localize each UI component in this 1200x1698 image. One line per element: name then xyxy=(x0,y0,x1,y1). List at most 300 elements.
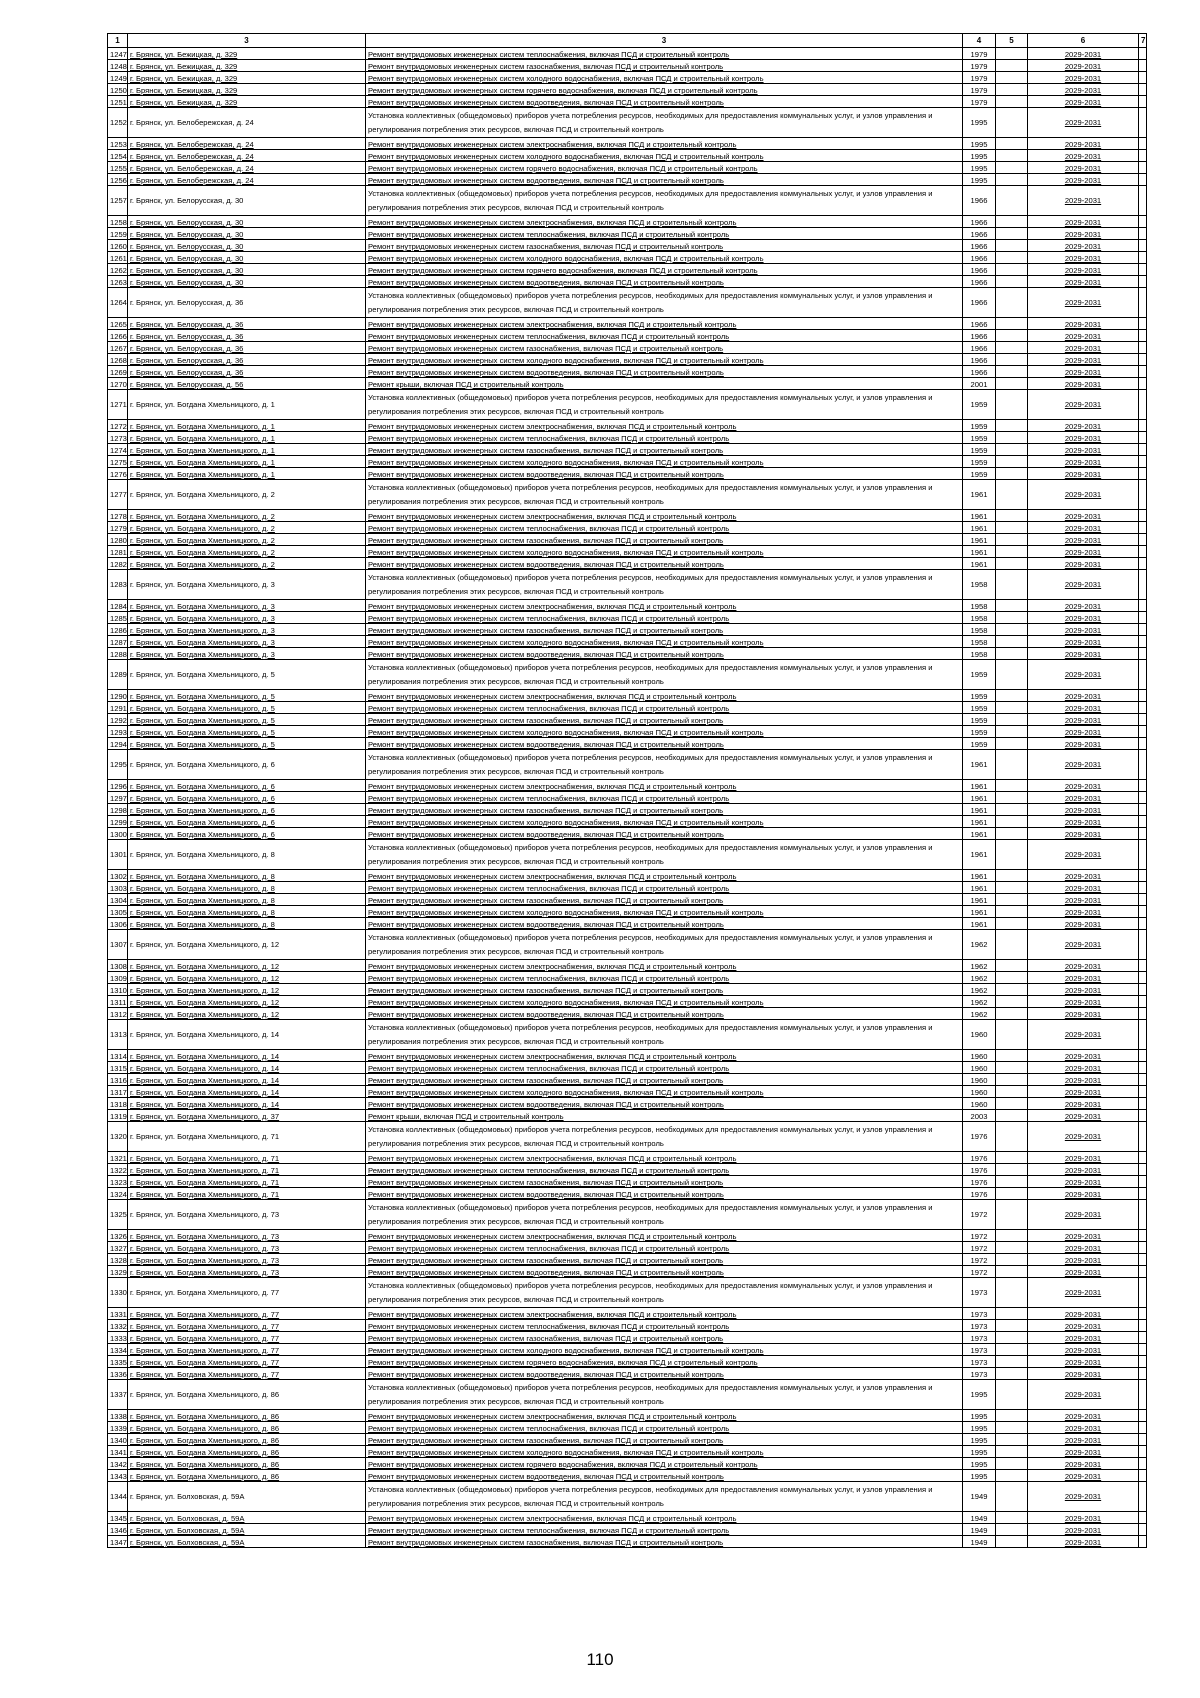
year-cell: 1961 xyxy=(963,816,996,828)
address-cell: г. Брянск, ул. Богдана Хмельницкого, д. 77 xyxy=(128,1278,366,1308)
work-type-cell: Ремонт внутридомовых инженерных систем холодного водоснабжения, включая ПСД и строительный контроль xyxy=(366,726,963,738)
work-type-cell: Ремонт внутридомовых инженерных систем теплоснабжения, включая ПСД и строительный контроль xyxy=(366,228,963,240)
year-cell: 1995 xyxy=(963,1470,996,1482)
column-5-cell xyxy=(996,726,1028,738)
address-cell: г. Брянск, ул. Богдана Хмельницкого, д. 73 xyxy=(128,1254,366,1266)
row-number: 1304 xyxy=(108,894,128,906)
table-row xyxy=(108,216,1147,228)
work-type-cell: Ремонт внутридомовых инженерных систем холодного водоснабжения, включая ПСД и строительный контроль xyxy=(366,816,963,828)
work-type-cell: Установка коллективных (общедомовых) приборов учета потребления ресурсов, необходимых для предоставления коммунальных услуг, и узлов управления и регулирования потребления этих ресурсов, включая ПСД и строительный контроль xyxy=(366,660,963,690)
address-cell: г. Брянск, ул. Богдана Хмельницкого, д. 14 xyxy=(128,1086,366,1098)
column-5-cell xyxy=(996,930,1028,960)
address-cell: г. Брянск, ул. Богдана Хмельницкого, д. 5 xyxy=(128,714,366,726)
row-number: 1302 xyxy=(108,870,128,882)
column-7-cell xyxy=(1139,108,1147,138)
address-cell: г. Брянск, ул. Богдана Хмельницкого, д. 3 xyxy=(128,612,366,624)
address-cell: г. Брянск, ул. Белобережская, д. 24 xyxy=(128,138,366,150)
year-cell: 1959 xyxy=(963,444,996,456)
row-number: 1262 xyxy=(108,264,128,276)
column-7-cell xyxy=(1139,264,1147,276)
period-cell: 2029-2031 xyxy=(1028,1266,1139,1278)
work-type-cell: Ремонт внутридомовых инженерных систем водоотведения, включая ПСД и строительный контроль xyxy=(366,648,963,660)
work-type-cell: Ремонт внутридомовых инженерных систем горячего водоснабжения, включая ПСД и строительный контроль xyxy=(366,1356,963,1368)
column-7-cell xyxy=(1139,1110,1147,1122)
address-cell: г. Брянск, ул. Богдана Хмельницкого, д. 5 xyxy=(128,738,366,750)
work-type-cell: Установка коллективных (общедомовых) приборов учета потребления ресурсов, необходимых для предоставления коммунальных услуг, и узлов управления и регулирования потребления этих ресурсов, включая ПСД и строительный контроль xyxy=(366,1200,963,1230)
table-row xyxy=(108,1332,1147,1344)
year-cell: 1995 xyxy=(963,1410,996,1422)
address-cell: г. Брянск, ул. Белобережская, д. 24 xyxy=(128,174,366,186)
period-cell: 2029-2031 xyxy=(1028,480,1139,510)
year-cell: 1959 xyxy=(963,420,996,432)
column-7-cell xyxy=(1139,648,1147,660)
period-cell: 2029-2031 xyxy=(1028,366,1139,378)
address-cell: г. Брянск, ул. Белорусская, д. 30 xyxy=(128,228,366,240)
period-cell: 2029-2031 xyxy=(1028,60,1139,72)
table-row xyxy=(108,1200,1147,1230)
table-row xyxy=(108,342,1147,354)
address-cell: г. Брянск, ул. Богдана Хмельницкого, д. 73 xyxy=(128,1266,366,1278)
work-type-cell: Установка коллективных (общедомовых) приборов учета потребления ресурсов, необходимых для предоставления коммунальных услуг, и узлов управления и регулирования потребления этих ресурсов, включая ПСД и строительный контроль xyxy=(366,1482,963,1512)
table-row xyxy=(108,840,1147,870)
column-5-cell xyxy=(996,186,1028,216)
year-cell: 1958 xyxy=(963,600,996,612)
column-5-cell xyxy=(996,1020,1028,1050)
column-5-cell xyxy=(996,456,1028,468)
column-5-cell xyxy=(996,60,1028,72)
table-row xyxy=(108,894,1147,906)
period-cell: 2029-2031 xyxy=(1028,1020,1139,1050)
work-type-cell: Ремонт внутридомовых инженерных систем газоснабжения, включая ПСД и строительный контроль xyxy=(366,1536,963,1548)
column-5-cell xyxy=(996,432,1028,444)
year-cell: 1966 xyxy=(963,252,996,264)
column-5-cell xyxy=(996,738,1028,750)
column-5-cell xyxy=(996,996,1028,1008)
period-cell: 2029-2031 xyxy=(1028,570,1139,600)
period-cell: 2029-2031 xyxy=(1028,546,1139,558)
address-cell: г. Брянск, ул. Белорусская, д. 30 xyxy=(128,264,366,276)
column-5-cell xyxy=(996,660,1028,690)
column-5-cell xyxy=(996,216,1028,228)
address-cell: г. Брянск, ул. Богдана Хмельницкого, д. 6 xyxy=(128,816,366,828)
work-type-cell: Ремонт внутридомовых инженерных систем газоснабжения, включая ПСД и строительный контроль xyxy=(366,804,963,816)
period-cell: 2029-2031 xyxy=(1028,1122,1139,1152)
table-body xyxy=(108,48,1147,1548)
row-number: 1285 xyxy=(108,612,128,624)
work-type-cell: Ремонт внутридомовых инженерных систем холодного водоснабжения, включая ПСД и строительный контроль xyxy=(366,1446,963,1458)
period-cell: 2029-2031 xyxy=(1028,162,1139,174)
column-5-cell xyxy=(996,108,1028,138)
period-cell: 2029-2031 xyxy=(1028,288,1139,318)
period-cell: 2029-2031 xyxy=(1028,72,1139,84)
year-cell: 1962 xyxy=(963,960,996,972)
table-row xyxy=(108,1446,1147,1458)
work-type-cell: Ремонт внутридомовых инженерных систем теплоснабжения, включая ПСД и строительный контроль xyxy=(366,1422,963,1434)
table-row xyxy=(108,264,1147,276)
period-cell: 2029-2031 xyxy=(1028,1188,1139,1200)
row-number: 1275 xyxy=(108,456,128,468)
address-cell: г. Брянск, ул. Богдана Хмельницкого, д. 2 xyxy=(128,510,366,522)
period-cell: 2029-2031 xyxy=(1028,1074,1139,1086)
year-cell: 1949 xyxy=(963,1512,996,1524)
column-5-cell xyxy=(996,1434,1028,1446)
address-cell: г. Брянск, ул. Богдана Хмельницкого, д. 8 xyxy=(128,870,366,882)
row-number: 1322 xyxy=(108,1164,128,1176)
year-cell: 1995 xyxy=(963,1458,996,1470)
row-number: 1315 xyxy=(108,1062,128,1074)
year-cell: 1966 xyxy=(963,186,996,216)
column-5-cell xyxy=(996,276,1028,288)
year-cell: 1995 xyxy=(963,1434,996,1446)
year-cell: 1976 xyxy=(963,1164,996,1176)
period-cell: 2029-2031 xyxy=(1028,378,1139,390)
column-5-cell xyxy=(996,750,1028,780)
work-type-cell: Ремонт внутридомовых инженерных систем водоотведения, включая ПСД и строительный контроль xyxy=(366,468,963,480)
year-cell: 1966 xyxy=(963,276,996,288)
table-row xyxy=(108,174,1147,186)
period-cell: 2029-2031 xyxy=(1028,624,1139,636)
table-row xyxy=(108,72,1147,84)
row-number: 1287 xyxy=(108,636,128,648)
table-row xyxy=(108,1062,1147,1074)
work-type-cell: Установка коллективных (общедомовых) приборов учета потребления ресурсов, необходимых для предоставления коммунальных услуг, и узлов управления и регулирования потребления этих ресурсов, включая ПСД и строительный контроль xyxy=(366,930,963,960)
period-cell: 2029-2031 xyxy=(1028,636,1139,648)
work-type-cell: Ремонт крыши, включая ПСД и строительный контроль xyxy=(366,378,963,390)
column-5-cell xyxy=(996,1200,1028,1230)
table-row xyxy=(108,330,1147,342)
address-cell: г. Брянск, ул. Богдана Хмельницкого, д. 86 xyxy=(128,1434,366,1446)
column-7-cell xyxy=(1139,558,1147,570)
address-cell: г. Брянск, ул. Богдана Хмельницкого, д. 12 xyxy=(128,1008,366,1020)
table-row xyxy=(108,60,1147,72)
column-5-cell xyxy=(996,1512,1028,1524)
address-cell: г. Брянск, ул. Белобережская, д. 24 xyxy=(128,150,366,162)
work-type-cell: Ремонт внутридомовых инженерных систем холодного водоснабжения, включая ПСД и строительный контроль xyxy=(366,72,963,84)
table-row xyxy=(108,1524,1147,1536)
table-row xyxy=(108,612,1147,624)
column-5-cell xyxy=(996,318,1028,330)
table-row xyxy=(108,816,1147,828)
period-cell: 2029-2031 xyxy=(1028,330,1139,342)
period-cell: 2029-2031 xyxy=(1028,1524,1139,1536)
column-5-cell xyxy=(996,138,1028,150)
column-7-cell xyxy=(1139,174,1147,186)
column-7-cell xyxy=(1139,1098,1147,1110)
work-type-cell: Установка коллективных (общедомовых) приборов учета потребления ресурсов, необходимых для предоставления коммунальных услуг, и узлов управления и регулирования потребления этих ресурсов, включая ПСД и строительный контроль xyxy=(366,840,963,870)
year-cell: 1976 xyxy=(963,1176,996,1188)
column-7-cell xyxy=(1139,480,1147,510)
column-5-cell xyxy=(996,1278,1028,1308)
year-cell: 1961 xyxy=(963,906,996,918)
row-number: 1314 xyxy=(108,1050,128,1062)
column-7-cell xyxy=(1139,1524,1147,1536)
column-7-cell xyxy=(1139,138,1147,150)
period-cell: 2029-2031 xyxy=(1028,648,1139,660)
work-type-cell: Ремонт внутридомовых инженерных систем теплоснабжения, включая ПСД и строительный контроль xyxy=(366,48,963,60)
period-cell: 2029-2031 xyxy=(1028,1152,1139,1164)
period-cell: 2029-2031 xyxy=(1028,1242,1139,1254)
column-5-cell xyxy=(996,1380,1028,1410)
column-5-cell xyxy=(996,792,1028,804)
year-cell: 1973 xyxy=(963,1344,996,1356)
table-row xyxy=(108,1050,1147,1062)
year-cell: 1962 xyxy=(963,984,996,996)
year-cell: 1959 xyxy=(963,714,996,726)
year-cell: 1959 xyxy=(963,738,996,750)
column-7-cell xyxy=(1139,1062,1147,1074)
table-row xyxy=(108,1254,1147,1266)
header-col-3: 3 xyxy=(366,34,963,48)
column-7-cell xyxy=(1139,1242,1147,1254)
table-row xyxy=(108,750,1147,780)
work-type-cell: Ремонт внутридомовых инженерных систем газоснабжения, включая ПСД и строительный контроль xyxy=(366,984,963,996)
column-7-cell xyxy=(1139,522,1147,534)
address-cell: г. Брянск, ул. Богдана Хмельницкого, д. 8 xyxy=(128,882,366,894)
period-cell: 2029-2031 xyxy=(1028,1164,1139,1176)
row-number: 1313 xyxy=(108,1020,128,1050)
period-cell: 2029-2031 xyxy=(1028,702,1139,714)
work-type-cell: Ремонт внутридомовых инженерных систем холодного водоснабжения, включая ПСД и строительный контроль xyxy=(366,546,963,558)
address-cell: г. Брянск, ул. Богдана Хмельницкого, д. 2 xyxy=(128,534,366,546)
year-cell: 1961 xyxy=(963,480,996,510)
work-type-cell: Ремонт внутридомовых инженерных систем газоснабжения, включая ПСД и строительный контроль xyxy=(366,342,963,354)
period-cell: 2029-2031 xyxy=(1028,96,1139,108)
column-7-cell xyxy=(1139,330,1147,342)
year-cell: 1958 xyxy=(963,648,996,660)
row-number: 1276 xyxy=(108,468,128,480)
work-type-cell: Ремонт внутридомовых инженерных систем горячего водоснабжения, включая ПСД и строительный контроль xyxy=(366,162,963,174)
address-cell: г. Брянск, ул. Богдана Хмельницкого, д. 77 xyxy=(128,1368,366,1380)
table-row xyxy=(108,960,1147,972)
row-number: 1297 xyxy=(108,792,128,804)
work-type-cell: Ремонт внутридомовых инженерных систем газоснабжения, включая ПСД и строительный контроль xyxy=(366,624,963,636)
column-7-cell xyxy=(1139,240,1147,252)
work-type-cell: Ремонт внутридомовых инженерных систем электроснабжения, включая ПСД и строительный контроль xyxy=(366,510,963,522)
period-cell: 2029-2031 xyxy=(1028,432,1139,444)
address-cell: г. Брянск, ул. Богдана Хмельницкого, д. 71 xyxy=(128,1152,366,1164)
work-type-cell: Ремонт внутридомовых инженерных систем электроснабжения, включая ПСД и строительный контроль xyxy=(366,870,963,882)
table-row xyxy=(108,1164,1147,1176)
work-type-cell: Установка коллективных (общедомовых) приборов учета потребления ресурсов, необходимых для предоставления коммунальных услуг, и узлов управления и регулирования потребления этих ресурсов, включая ПСД и строительный контроль xyxy=(366,750,963,780)
table-row xyxy=(108,1086,1147,1098)
column-7-cell xyxy=(1139,1008,1147,1020)
column-5-cell xyxy=(996,1242,1028,1254)
column-5-cell xyxy=(996,780,1028,792)
period-cell: 2029-2031 xyxy=(1028,660,1139,690)
column-5-cell xyxy=(996,1368,1028,1380)
row-number: 1307 xyxy=(108,930,128,960)
period-cell: 2029-2031 xyxy=(1028,828,1139,840)
row-number: 1260 xyxy=(108,240,128,252)
table-row xyxy=(108,522,1147,534)
column-7-cell xyxy=(1139,1086,1147,1098)
row-number: 1277 xyxy=(108,480,128,510)
row-number: 1334 xyxy=(108,1344,128,1356)
row-number: 1249 xyxy=(108,72,128,84)
address-cell: г. Брянск, ул. Богдана Хмельницкого, д. 77 xyxy=(128,1332,366,1344)
row-number: 1344 xyxy=(108,1482,128,1512)
table-row xyxy=(108,702,1147,714)
row-number: 1254 xyxy=(108,150,128,162)
address-cell: г. Брянск, ул. Богдана Хмельницкого, д. 37 xyxy=(128,1110,366,1122)
address-cell: г. Брянск, ул. Богдана Хмельницкого, д. 8 xyxy=(128,840,366,870)
year-cell: 1972 xyxy=(963,1254,996,1266)
period-cell: 2029-2031 xyxy=(1028,1320,1139,1332)
table-row xyxy=(108,1230,1147,1242)
row-number: 1253 xyxy=(108,138,128,150)
address-cell: г. Брянск, ул. Богдана Хмельницкого, д. 8 xyxy=(128,918,366,930)
column-7-cell xyxy=(1139,150,1147,162)
column-7-cell xyxy=(1139,1434,1147,1446)
row-number: 1268 xyxy=(108,354,128,366)
row-number: 1279 xyxy=(108,522,128,534)
table-row xyxy=(108,624,1147,636)
row-number: 1281 xyxy=(108,546,128,558)
address-cell: г. Брянск, ул. Богдана Хмельницкого, д. 5 xyxy=(128,726,366,738)
column-7-cell xyxy=(1139,660,1147,690)
year-cell: 1962 xyxy=(963,996,996,1008)
table-row xyxy=(108,186,1147,216)
period-cell: 2029-2031 xyxy=(1028,1008,1139,1020)
period-cell: 2029-2031 xyxy=(1028,342,1139,354)
column-7-cell xyxy=(1139,1458,1147,1470)
year-cell: 1966 xyxy=(963,342,996,354)
table-row xyxy=(108,1020,1147,1050)
row-number: 1303 xyxy=(108,882,128,894)
work-type-cell: Ремонт внутридомовых инженерных систем горячего водоснабжения, включая ПСД и строительный контроль xyxy=(366,264,963,276)
column-5-cell xyxy=(996,546,1028,558)
column-7-cell xyxy=(1139,882,1147,894)
column-5-cell xyxy=(996,1410,1028,1422)
column-5-cell xyxy=(996,804,1028,816)
row-number: 1332 xyxy=(108,1320,128,1332)
year-cell: 1961 xyxy=(963,750,996,780)
row-number: 1301 xyxy=(108,840,128,870)
address-cell: г. Брянск, ул. Богдана Хмельницкого, д. 6 xyxy=(128,750,366,780)
period-cell: 2029-2031 xyxy=(1028,264,1139,276)
column-5-cell xyxy=(996,1152,1028,1164)
column-7-cell xyxy=(1139,216,1147,228)
address-cell: г. Брянск, ул. Богдана Хмельницкого, д. 3 xyxy=(128,600,366,612)
work-type-cell: Ремонт внутридомовых инженерных систем теплоснабжения, включая ПСД и строительный контроль xyxy=(366,1062,963,1074)
column-7-cell xyxy=(1139,1356,1147,1368)
work-type-cell: Ремонт внутридомовых инженерных систем холодного водоснабжения, включая ПСД и строительный контроль xyxy=(366,252,963,264)
column-7-cell xyxy=(1139,624,1147,636)
row-number: 1264 xyxy=(108,288,128,318)
year-cell: 1961 xyxy=(963,534,996,546)
work-type-cell: Ремонт внутридомовых инженерных систем теплоснабжения, включая ПСД и строительный контроль xyxy=(366,1524,963,1536)
column-7-cell xyxy=(1139,930,1147,960)
column-5-cell xyxy=(996,828,1028,840)
address-cell: г. Брянск, ул. Богдана Хмельницкого, д. 1 xyxy=(128,390,366,420)
address-cell: г. Брянск, ул. Богдана Хмельницкого, д. 12 xyxy=(128,984,366,996)
year-cell: 1979 xyxy=(963,96,996,108)
column-5-cell xyxy=(996,972,1028,984)
period-cell: 2029-2031 xyxy=(1028,240,1139,252)
column-5-cell xyxy=(996,1254,1028,1266)
work-type-cell: Ремонт внутридомовых инженерных систем электроснабжения, включая ПСД и строительный контроль xyxy=(366,1230,963,1242)
row-number: 1296 xyxy=(108,780,128,792)
year-cell: 1961 xyxy=(963,804,996,816)
year-cell: 1973 xyxy=(963,1356,996,1368)
table-row xyxy=(108,468,1147,480)
period-cell: 2029-2031 xyxy=(1028,510,1139,522)
period-cell: 2029-2031 xyxy=(1028,456,1139,468)
year-cell: 1966 xyxy=(963,330,996,342)
table-row xyxy=(108,558,1147,570)
table-row xyxy=(108,930,1147,960)
year-cell: 1959 xyxy=(963,456,996,468)
work-type-cell: Ремонт внутридомовых инженерных систем водоотведения, включая ПСД и строительный контроль xyxy=(366,828,963,840)
period-cell: 2029-2031 xyxy=(1028,558,1139,570)
column-5-cell xyxy=(996,150,1028,162)
row-number: 1265 xyxy=(108,318,128,330)
work-type-cell: Ремонт внутридомовых инженерных систем газоснабжения, включая ПСД и строительный контроль xyxy=(366,1176,963,1188)
column-5-cell xyxy=(996,1110,1028,1122)
column-7-cell xyxy=(1139,252,1147,264)
row-number: 1269 xyxy=(108,366,128,378)
year-cell: 1972 xyxy=(963,1230,996,1242)
address-cell: г. Брянск, ул. Богдана Хмельницкого, д. 12 xyxy=(128,960,366,972)
table-row xyxy=(108,882,1147,894)
row-number: 1270 xyxy=(108,378,128,390)
column-7-cell xyxy=(1139,468,1147,480)
table-row xyxy=(108,918,1147,930)
table-row xyxy=(108,1320,1147,1332)
table-row xyxy=(108,228,1147,240)
year-cell: 1966 xyxy=(963,240,996,252)
period-cell: 2029-2031 xyxy=(1028,1482,1139,1512)
row-number: 1291 xyxy=(108,702,128,714)
period-cell: 2029-2031 xyxy=(1028,840,1139,870)
column-5-cell xyxy=(996,1320,1028,1332)
table-row xyxy=(108,1536,1147,1548)
column-5-cell xyxy=(996,1008,1028,1020)
period-cell: 2029-2031 xyxy=(1028,714,1139,726)
period-cell: 2029-2031 xyxy=(1028,228,1139,240)
row-number: 1293 xyxy=(108,726,128,738)
column-7-cell xyxy=(1139,456,1147,468)
row-number: 1289 xyxy=(108,660,128,690)
row-number: 1335 xyxy=(108,1356,128,1368)
period-cell: 2029-2031 xyxy=(1028,996,1139,1008)
table-row xyxy=(108,870,1147,882)
table-row xyxy=(108,1380,1147,1410)
column-5-cell xyxy=(996,1074,1028,1086)
work-type-cell: Ремонт внутридомовых инженерных систем теплоснабжения, включая ПСД и строительный контроль xyxy=(366,792,963,804)
row-number: 1252 xyxy=(108,108,128,138)
work-type-cell: Установка коллективных (общедомовых) приборов учета потребления ресурсов, необходимых для предоставления коммунальных услуг, и узлов управления и регулирования потребления этих ресурсов, включая ПСД и строительный контроль xyxy=(366,288,963,318)
work-type-cell: Ремонт внутридомовых инженерных систем водоотведения, включая ПСД и строительный контроль xyxy=(366,1188,963,1200)
column-7-cell xyxy=(1139,816,1147,828)
address-cell: г. Брянск, ул. Бежицкая, д. 329 xyxy=(128,60,366,72)
column-5-cell xyxy=(996,366,1028,378)
table-row xyxy=(108,1008,1147,1020)
period-cell: 2029-2031 xyxy=(1028,1446,1139,1458)
period-cell: 2029-2031 xyxy=(1028,972,1139,984)
column-7-cell xyxy=(1139,870,1147,882)
period-cell: 2029-2031 xyxy=(1028,906,1139,918)
row-number: 1328 xyxy=(108,1254,128,1266)
row-number: 1259 xyxy=(108,228,128,240)
period-cell: 2029-2031 xyxy=(1028,1086,1139,1098)
row-number: 1283 xyxy=(108,570,128,600)
table-row xyxy=(108,1242,1147,1254)
row-number: 1255 xyxy=(108,162,128,174)
year-cell: 1961 xyxy=(963,918,996,930)
address-cell: г. Брянск, ул. Богдана Хмельницкого, д. 71 xyxy=(128,1164,366,1176)
table-row xyxy=(108,378,1147,390)
